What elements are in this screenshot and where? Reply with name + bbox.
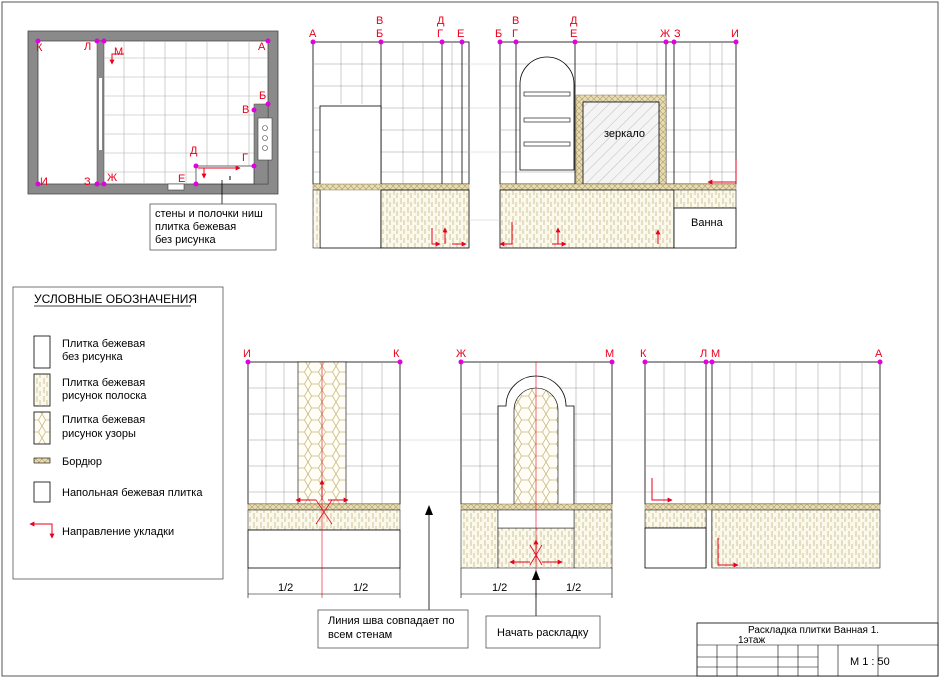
elev-tr-letter-4: Д [570, 15, 578, 27]
elev-bl-letter-1: И [243, 348, 251, 360]
plan-letter-z: З [84, 176, 91, 188]
dim-bl-left: 1/2 [278, 582, 294, 594]
elev-br-letter-3: М [711, 348, 721, 360]
elevation-top-right [495, 15, 739, 248]
elev-br-letter-1: К [640, 348, 647, 360]
legend-item-2-line-1: Плитка бежевая [62, 377, 146, 389]
elev-tl-letter-1: А [309, 28, 317, 40]
elev-tr-letter-5: Е [570, 28, 578, 40]
elev-tr-letter-1: Б [495, 28, 503, 40]
bath-label: Ванна [691, 217, 723, 229]
seam-note-line-2: всем стенам [328, 629, 393, 641]
plan-letter-k: К [36, 42, 43, 54]
plan-letter-v: В [242, 104, 250, 116]
plan-letter-m: М [114, 46, 124, 58]
elev-bm-letter-1: Ж [456, 348, 467, 360]
elev-tl-letter-3: Б [376, 28, 384, 40]
legend-item-3-line-1: Плитка бежевая [62, 414, 146, 426]
elev-tl-letter-6: Е [457, 28, 465, 40]
plan-letter-i: И [40, 176, 48, 188]
striped-tile-icon [34, 374, 50, 406]
callout-line-2: плитка бежевая [155, 221, 237, 233]
legend-item-3-line-2: рисунок узоры [62, 428, 136, 440]
legend-item-6-line-1: Направление укладки [62, 526, 175, 538]
elev-bl-letter-2: К [393, 348, 400, 360]
elev-tr-letter-7: З [674, 28, 681, 40]
legend-item-2-line-2: рисунок полоска [62, 390, 147, 402]
elevation-bottom-middle [456, 348, 615, 598]
elev-br-letter-4: А [875, 348, 883, 360]
plan-letter-g: Г [242, 152, 248, 164]
floor-tile-icon [34, 482, 50, 502]
elev-br-letter-2: Л [700, 348, 708, 360]
elevation-top-left [309, 15, 469, 248]
plan-letter-l: Л [84, 41, 92, 53]
mirror-area [583, 102, 659, 184]
elev-tr-letter-6: Ж [660, 28, 671, 40]
start-note: Начать раскладку [497, 627, 589, 639]
elev-tl-letter-4: Д [437, 15, 445, 27]
plan-letter-b: Б [259, 90, 267, 102]
mirror-label: зеркало [604, 128, 645, 140]
border-tile-icon [34, 458, 50, 463]
dim-bm-right: 1/2 [566, 582, 582, 594]
elev-bm-letter-2: М [605, 348, 615, 360]
plain-tile-icon [34, 336, 50, 368]
elev-tl-letter-2: В [376, 15, 384, 27]
legend-title: УСЛОВНЫЕ ОБОЗНАЧЕНИЯ [34, 292, 198, 306]
scale-label: М 1 : 50 [850, 656, 890, 668]
elevation-bottom-right [640, 348, 883, 568]
legend-item-5-line-1: Напольная бежевая плитка [62, 487, 203, 499]
title-line-1: Раскладка плитки Ванная 1. [748, 625, 880, 636]
dim-bl-right: 1/2 [353, 582, 369, 594]
callout-line-3: без рисунка [155, 234, 216, 246]
plan-letter-a: А [258, 41, 266, 53]
elev-tr-letter-8: И [731, 28, 739, 40]
dim-bm-left: 1/2 [492, 582, 508, 594]
callout-line-1: стены и полочки ниш [155, 208, 263, 220]
seam-note-line-1: Линия шва совпадает по [328, 615, 455, 627]
legend [13, 287, 223, 579]
title-block [697, 623, 938, 676]
pattern-tile-icon [34, 412, 50, 444]
plan-letter-d: Д [190, 145, 198, 157]
legend-item-4-line-1: Бордюр [62, 456, 102, 468]
elev-tr-letter-3: Г [512, 28, 518, 40]
elev-tl-letter-5: Г [437, 28, 443, 40]
floor-plan [28, 31, 278, 250]
legend-item-1-line-2: без рисунка [62, 351, 123, 363]
title-line-2: 1этаж [738, 635, 766, 646]
plan-letter-zh: Ж [107, 172, 118, 184]
legend-item-1-line-1: Плитка бежевая [62, 338, 146, 350]
plan-letter-e: Е [178, 173, 186, 185]
elev-tr-letter-2: В [512, 15, 520, 27]
elevation-bottom-left [243, 348, 403, 598]
